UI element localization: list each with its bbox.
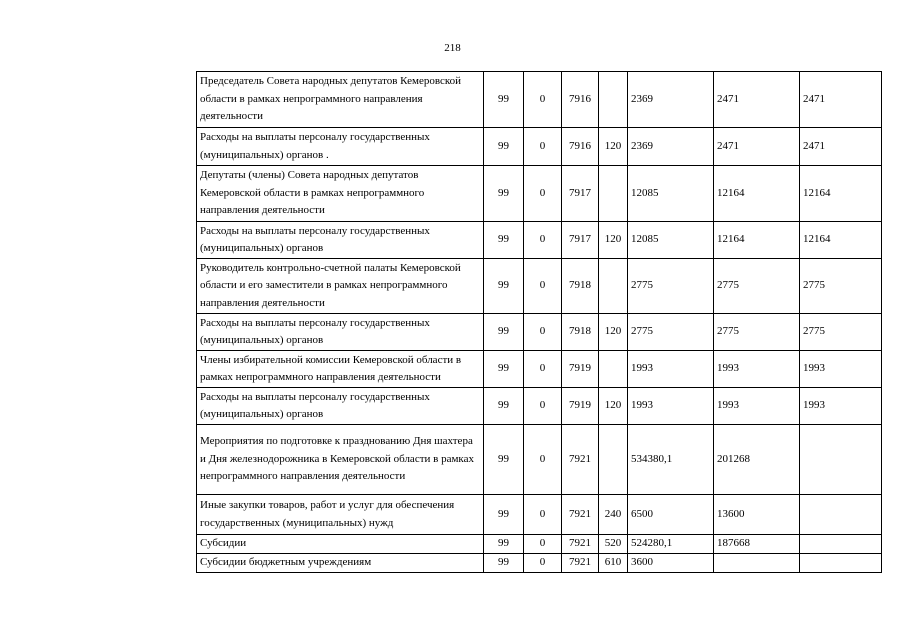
direction-code: 7916 bbox=[562, 72, 599, 128]
value-2 bbox=[714, 554, 800, 573]
direction-code: 7921 bbox=[562, 425, 599, 495]
program-code: 99 bbox=[484, 166, 524, 222]
table-row bbox=[197, 222, 882, 259]
program-code: 99 bbox=[484, 388, 524, 425]
expense-type-code bbox=[599, 425, 628, 495]
subprogram-code: 0 bbox=[524, 351, 562, 388]
value-3: 1993 bbox=[800, 388, 882, 425]
direction-code: 7917 bbox=[562, 166, 599, 222]
direction-code: 7919 bbox=[562, 388, 599, 425]
expense-type-code: 520 bbox=[599, 535, 628, 554]
value-3: 12164 bbox=[800, 222, 882, 259]
row-name: Расходы на выплаты персоналу государственных (муниципальных) органов . bbox=[197, 128, 484, 166]
table-row bbox=[197, 535, 882, 554]
table-row bbox=[197, 388, 882, 425]
program-code: 99 bbox=[484, 495, 524, 535]
budget-table bbox=[196, 71, 882, 573]
value-2: 2775 bbox=[714, 259, 800, 314]
subprogram-code: 0 bbox=[524, 535, 562, 554]
row-name: Члены избирательной комиссии Кемеровской области в рамках непрограммного направления деятельности bbox=[197, 351, 484, 388]
value-1: 6500 bbox=[628, 495, 714, 535]
table-row bbox=[197, 554, 882, 573]
row-name: Субсидии bbox=[197, 535, 484, 554]
value-3: 1993 bbox=[800, 351, 882, 388]
subprogram-code: 0 bbox=[524, 166, 562, 222]
value-2: 13600 bbox=[714, 495, 800, 535]
value-3 bbox=[800, 554, 882, 573]
value-2: 12164 bbox=[714, 166, 800, 222]
direction-code: 7921 bbox=[562, 554, 599, 573]
subprogram-code: 0 bbox=[524, 425, 562, 495]
value-3 bbox=[800, 535, 882, 554]
value-2: 2471 bbox=[714, 128, 800, 166]
subprogram-code: 0 bbox=[524, 259, 562, 314]
value-1: 2369 bbox=[628, 128, 714, 166]
program-code: 99 bbox=[484, 554, 524, 573]
program-code: 99 bbox=[484, 535, 524, 554]
direction-code: 7918 bbox=[562, 259, 599, 314]
value-3: 2471 bbox=[800, 128, 882, 166]
row-name: Депутаты (члены) Совета народных депутатов Кемеровской области в рамках непрограммного направления деятельности bbox=[197, 166, 484, 222]
table-row bbox=[197, 495, 882, 535]
value-2: 2471 bbox=[714, 72, 800, 128]
table-row bbox=[197, 128, 882, 166]
direction-code: 7921 bbox=[562, 495, 599, 535]
value-1: 534380,1 bbox=[628, 425, 714, 495]
program-code: 99 bbox=[484, 425, 524, 495]
value-1: 1993 bbox=[628, 388, 714, 425]
value-1: 524280,1 bbox=[628, 535, 714, 554]
expense-type-code bbox=[599, 72, 628, 128]
direction-code: 7916 bbox=[562, 128, 599, 166]
value-2: 1993 bbox=[714, 351, 800, 388]
value-3 bbox=[800, 495, 882, 535]
value-3 bbox=[800, 425, 882, 495]
value-1: 2369 bbox=[628, 72, 714, 128]
value-1: 2775 bbox=[628, 259, 714, 314]
table-row bbox=[197, 425, 882, 495]
table-row bbox=[197, 259, 882, 314]
value-3: 2775 bbox=[800, 314, 882, 351]
row-name: Руководитель контрольно-счетной палаты Кемеровской области и его заместители в рамках непрограммного направления деятельности bbox=[197, 259, 484, 314]
value-2: 2775 bbox=[714, 314, 800, 351]
program-code: 99 bbox=[484, 222, 524, 259]
value-3: 12164 bbox=[800, 166, 882, 222]
value-1: 3600 bbox=[628, 554, 714, 573]
program-code: 99 bbox=[484, 128, 524, 166]
table-row bbox=[197, 351, 882, 388]
subprogram-code: 0 bbox=[524, 495, 562, 535]
direction-code: 7919 bbox=[562, 351, 599, 388]
direction-code: 7921 bbox=[562, 535, 599, 554]
program-code: 99 bbox=[484, 72, 524, 128]
subprogram-code: 0 bbox=[524, 388, 562, 425]
value-3: 2775 bbox=[800, 259, 882, 314]
program-code: 99 bbox=[484, 314, 524, 351]
subprogram-code: 0 bbox=[524, 314, 562, 351]
expense-type-code: 120 bbox=[599, 314, 628, 351]
expense-type-code bbox=[599, 259, 628, 314]
expense-type-code: 610 bbox=[599, 554, 628, 573]
value-1: 12085 bbox=[628, 222, 714, 259]
program-code: 99 bbox=[484, 351, 524, 388]
expense-type-code: 240 bbox=[599, 495, 628, 535]
value-2: 12164 bbox=[714, 222, 800, 259]
subprogram-code: 0 bbox=[524, 554, 562, 573]
row-name: Расходы на выплаты персоналу государственных (муниципальных) органов bbox=[197, 222, 484, 259]
subprogram-code: 0 bbox=[524, 72, 562, 128]
subprogram-code: 0 bbox=[524, 128, 562, 166]
value-3: 2471 bbox=[800, 72, 882, 128]
expense-type-code: 120 bbox=[599, 128, 628, 166]
direction-code: 7918 bbox=[562, 314, 599, 351]
row-name: Расходы на выплаты персоналу государственных (муниципальных) органов bbox=[197, 314, 484, 351]
row-name: Расходы на выплаты персоналу государственных (муниципальных) органов bbox=[197, 388, 484, 425]
expense-type-code bbox=[599, 351, 628, 388]
expense-type-code bbox=[599, 166, 628, 222]
expense-type-code: 120 bbox=[599, 388, 628, 425]
subprogram-code: 0 bbox=[524, 222, 562, 259]
row-name: Председатель Совета народных депутатов Кемеровской области в рамках непрограммного направления деятельности bbox=[197, 72, 484, 128]
value-2: 187668 bbox=[714, 535, 800, 554]
value-1: 2775 bbox=[628, 314, 714, 351]
value-1: 1993 bbox=[628, 351, 714, 388]
table-row bbox=[197, 72, 882, 128]
page-number: 218 bbox=[444, 42, 461, 54]
direction-code: 7917 bbox=[562, 222, 599, 259]
expense-type-code: 120 bbox=[599, 222, 628, 259]
row-name: Субсидии бюджетным учреждениям bbox=[197, 554, 484, 573]
table-row bbox=[197, 314, 882, 351]
value-1: 12085 bbox=[628, 166, 714, 222]
row-name: Мероприятия по подготовке к празднованию Дня шахтера и Дня железнодорожника в Кемеровской области в рамках непрограммного направления деятельности bbox=[197, 425, 484, 495]
program-code: 99 bbox=[484, 259, 524, 314]
value-2: 1993 bbox=[714, 388, 800, 425]
row-name: Иные закупки товаров, работ и услуг для обеспечения государственных (муниципальных) нужд bbox=[197, 495, 484, 535]
value-2: 201268 bbox=[714, 425, 800, 495]
table-row bbox=[197, 166, 882, 222]
